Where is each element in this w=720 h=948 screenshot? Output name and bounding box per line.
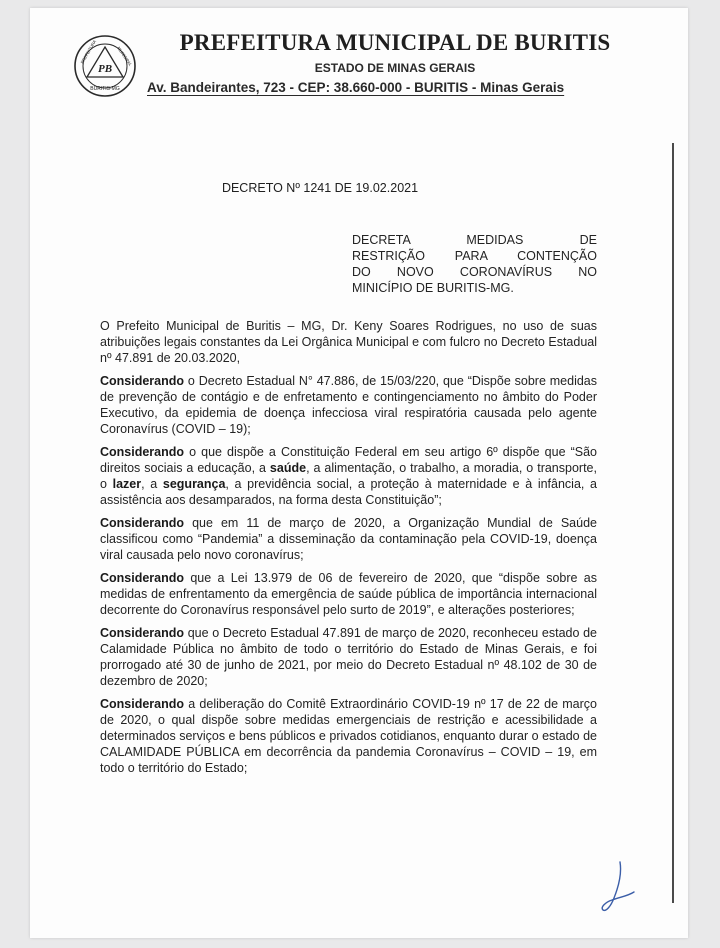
considering-paragraph	[100, 515, 597, 563]
summary-line: DECRETA MEDIDAS DE	[352, 233, 597, 247]
header-address: Av. Bandeirantes, 723 - CEP: 38.660-000 - BURITIS - Minas Gerais	[147, 80, 565, 95]
municipal-seal-logo	[73, 34, 137, 98]
decree-title: DECRETO Nº 1241 DE 19.02.2021	[221, 181, 419, 195]
decree-body	[100, 318, 597, 783]
svg-text:PB: PB	[97, 63, 113, 75]
paragraph-text: , a alimentação, o trabalho, a moradia, o transporte, o	[100, 461, 597, 491]
paragraph-text: o que dispõe a Constituição Federal em seu artigo 6º dispõe que “São direitos sociais a educação, a	[100, 445, 597, 475]
emphasis-text: segurança	[162, 477, 226, 491]
paragraph-text: que a Lei 13.979 de 06 de fevereiro de 2020, que “dispõe sobre as medidas de enfrentamento da emergência de saúde pública de importância internacional decorrente do Coronavírus responsável pelo surto de 2019”, e alterações posteriores;	[100, 571, 597, 617]
paragraph-text: a deliberação do Comitê Extraordinário COVID-19 nº 17 de 22 de março de 2020, o qual dispõe sobre medidas emergenciais de restrição e acessibilidade a determinados serviços e bens públicos e privados cotidianos, enquanto durar o estado de CALAMIDADE PÚBLICA em decorrência da pandemia Coronavírus – COVID – 19, em todo o território do Estado;	[100, 697, 597, 775]
considering-paragraph	[100, 570, 597, 618]
paragraph-text: , a previdência social, a proteção à maternidade e à infância, a assistência aos desamparados, na forma desta Constituição”;	[100, 477, 597, 507]
paragraph-lead: Considerando	[100, 697, 185, 711]
considering-paragraph	[100, 696, 597, 776]
svg-text:MUNICIPAL: MUNICIPAL	[116, 45, 134, 68]
considering-paragraph	[100, 373, 597, 437]
preamble-paragraph	[100, 318, 597, 366]
summary-line: DO NOVO CORONAVÍRUS NO	[352, 265, 597, 279]
summary-line: RESTRIÇÃO PARA CONTENÇÃO	[352, 249, 597, 263]
header-title: PREFEITURA MUNICIPAL DE BURITIS	[179, 30, 611, 55]
summary-line: MINICÍPIO DE BURITIS-MG.	[352, 281, 514, 295]
paragraph-lead: Considerando	[100, 571, 185, 585]
paragraph-text: que em 11 de março de 2020, a Organização Mundial de Saúde classificou como “Pandemia” a disseminação da contaminação pela COVID-19, doença viral causada pelo novo coronavírus;	[100, 516, 597, 562]
paragraph-lead: Considerando	[100, 445, 185, 459]
emphasis-text: saúde	[269, 461, 307, 475]
margin-rule	[672, 143, 674, 903]
paragraph-text: o Decreto Estadual N° 47.886, de 15/03/220, que “Dispõe sobre medidas de prevenção de contágio e de enfretamento e contingenciamento no âmbito do Poder Executivo, da epidemia de doença infecciosa viral respiratória causada pelo agente Coronavírus (COVID – 19);	[100, 374, 597, 436]
considering-paragraph	[100, 625, 597, 689]
paragraph-text: que o Decreto Estadual 47.891 de março de 2020, reconheceu estado de Calamidade Pública no âmbito de todo o território do Estado de Minas Gerais, e foi prorrogado até 30 de junho de 2021, por meio do Decreto Estadual nº 48.102 de 30 de dezembro de 2020;	[100, 626, 597, 688]
svg-text:PREFEITURA: PREFEITURA	[79, 39, 98, 65]
svg-text:BURITIS-MG: BURITIS-MG	[90, 86, 120, 92]
paragraph-text: , a	[141, 477, 163, 491]
initials-signature	[596, 858, 638, 920]
considering-paragraph	[100, 444, 597, 508]
paragraph-lead: Considerando	[100, 626, 185, 640]
paragraph-lead: Considerando	[100, 374, 185, 388]
paragraph-lead: Considerando	[100, 516, 185, 530]
emphasis-text: lazer	[112, 477, 142, 491]
decree-summary	[352, 232, 597, 296]
paragraph-text: O Prefeito Municipal de Buritis – MG, Dr. Keny Soares Rodrigues, no uso de suas atribuições legais constantes da Lei Orgânica Municipal e com fulcro no Decreto Estadual nº 47.891 de 20.03.2020,	[100, 319, 597, 365]
header-state: ESTADO DE MINAS GERAIS	[314, 61, 476, 75]
